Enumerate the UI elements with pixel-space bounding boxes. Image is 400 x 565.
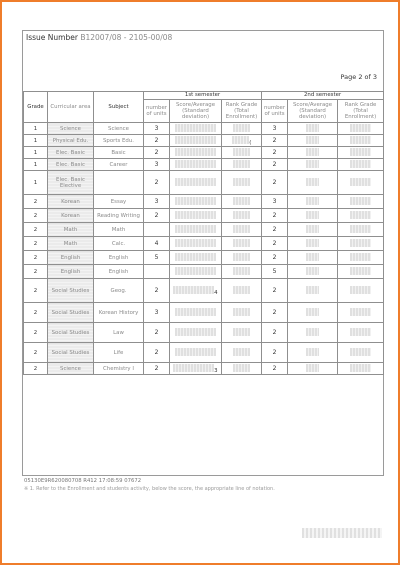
- subject-cell: Geog.: [94, 279, 144, 303]
- grade-cell: 2: [24, 343, 48, 363]
- grade-cell: 2: [24, 251, 48, 265]
- subject-cell: Career: [94, 159, 144, 171]
- redacted-value: [233, 197, 251, 205]
- header-units-1: number of units: [144, 100, 170, 123]
- units-2-cell: 2: [262, 135, 288, 147]
- redacted-value: [175, 178, 216, 186]
- area-cell: Math: [48, 237, 94, 251]
- units-1-cell: 3: [144, 303, 170, 323]
- redacted-value: [306, 253, 318, 261]
- area-cell: Elec. Basic: [48, 147, 94, 159]
- table-row: [24, 303, 384, 323]
- grade-cell: 1: [24, 147, 48, 159]
- units-1-cell: 3: [144, 123, 170, 135]
- issue-value: B12007/08 - 2105-00/08: [80, 33, 173, 42]
- table-row: [24, 171, 384, 195]
- table-row: [24, 223, 384, 237]
- units-1-cell: 5: [144, 251, 170, 265]
- header-rank-1: Rank Grade (Total Enrollment): [222, 100, 262, 123]
- redacted-value: [350, 178, 370, 186]
- rank-1-cell: [222, 363, 262, 375]
- units-1-cell: 2: [144, 147, 170, 159]
- rank-1-cell: [222, 265, 262, 279]
- units-2-cell: 2: [262, 147, 288, 159]
- score-1-cell: [170, 237, 222, 251]
- redacted-value: [233, 178, 251, 186]
- footer-note: ※ 1. Refer to the Enrollment and students activity, below the score, the appropriate line of notation.: [24, 486, 275, 492]
- rank-1-cell: [222, 279, 262, 303]
- redacted-value: [350, 348, 370, 356]
- score-2-cell: [288, 171, 338, 195]
- redacted-value: [175, 239, 216, 247]
- rank-2-cell: [338, 363, 384, 375]
- grade-cell: 1: [24, 159, 48, 171]
- rank-1-cell: [222, 135, 262, 147]
- units-1-cell: 4: [144, 237, 170, 251]
- units-2-cell: 2: [262, 343, 288, 363]
- grade-cell: 2: [24, 265, 48, 279]
- rank-1-cell: [222, 323, 262, 343]
- rank-2-cell: [338, 171, 384, 195]
- redacted-value: [350, 253, 370, 261]
- redacted-value: [175, 267, 216, 275]
- score-2-cell: [288, 279, 338, 303]
- units-2-cell: 2: [262, 209, 288, 223]
- redacted-value: [175, 197, 216, 205]
- redacted-value: [306, 160, 318, 168]
- redacted-value: [175, 328, 216, 336]
- units-2-cell: 2: [262, 363, 288, 375]
- header-semester-1: 1st semester: [144, 92, 262, 100]
- redacted-value: [233, 148, 251, 156]
- redacted-value: [350, 225, 370, 233]
- table-row: [24, 209, 384, 223]
- table-row: [24, 323, 384, 343]
- table-row: [24, 159, 384, 171]
- score-2-cell: [288, 343, 338, 363]
- redacted-value: [306, 267, 318, 275]
- rank-1-cell: [222, 195, 262, 209]
- redacted-value: [175, 308, 216, 316]
- redacted-value: [306, 364, 318, 372]
- redacted-value: [350, 267, 370, 275]
- redacted-value: [350, 160, 370, 168]
- score-2-cell: [288, 123, 338, 135]
- transcript-page: [22, 30, 384, 476]
- units-2-cell: 3: [262, 195, 288, 209]
- units-1-cell: 2: [144, 363, 170, 375]
- redacted-value: [306, 178, 318, 186]
- table-row: [24, 147, 384, 159]
- score-1-cell: [170, 323, 222, 343]
- subject-cell: English: [94, 265, 144, 279]
- score-1-cell: [170, 223, 222, 237]
- redacted-value: [175, 136, 216, 144]
- subject-cell: Essay: [94, 195, 144, 209]
- redacted-value: [232, 136, 250, 144]
- units-1-cell: [144, 265, 170, 279]
- issue-label: Issue Number: [26, 33, 78, 42]
- area-cell: English: [48, 265, 94, 279]
- header-units-2: number of units: [262, 100, 288, 123]
- table-row: [24, 251, 384, 265]
- rank-2-cell: [338, 159, 384, 171]
- score-2-cell: [288, 265, 338, 279]
- rank-2-cell: [338, 147, 384, 159]
- redacted-value: [233, 308, 251, 316]
- redacted-value: [175, 160, 216, 168]
- redacted-value: [350, 148, 370, 156]
- issue-number: [26, 33, 172, 42]
- area-cell: Science: [48, 363, 94, 375]
- redacted-value: [233, 225, 251, 233]
- redacted-value: [175, 348, 216, 356]
- score-2-cell: [288, 303, 338, 323]
- rank-2-cell: [338, 209, 384, 223]
- subject-cell: Math: [94, 223, 144, 237]
- rank-2-cell: [338, 303, 384, 323]
- units-2-cell: 2: [262, 303, 288, 323]
- rank-2-cell: [338, 135, 384, 147]
- redacted-value: [173, 364, 214, 372]
- redacted-value: [233, 124, 251, 132]
- header-score-1: Score/Average (Standard deviation): [170, 100, 222, 123]
- area-cell: English: [48, 251, 94, 265]
- area-cell: Social Studies: [48, 279, 94, 303]
- redacted-value: [233, 267, 251, 275]
- subject-cell: English: [94, 251, 144, 265]
- redacted-value: [175, 225, 216, 233]
- score-2-cell: [288, 147, 338, 159]
- rank-1-cell-text: (: [249, 139, 252, 146]
- subject-cell: [94, 171, 144, 195]
- grade-cell: 2: [24, 237, 48, 251]
- grade-cell: 1: [24, 135, 48, 147]
- units-1-cell: 2: [144, 279, 170, 303]
- redacted-value: [350, 136, 370, 144]
- score-1-cell: [170, 251, 222, 265]
- units-2-cell: 2: [262, 323, 288, 343]
- area-cell: Social Studies: [48, 303, 94, 323]
- score-1-cell: [170, 303, 222, 323]
- grade-cell: 2: [24, 363, 48, 375]
- header-area: Curricular area: [48, 92, 94, 123]
- grade-table: [23, 91, 384, 375]
- units-1-cell: 3: [144, 195, 170, 209]
- redacted-value: [306, 328, 318, 336]
- area-cell: Elec. Basic Elective: [48, 171, 94, 195]
- area-cell: Physical Edu.: [48, 135, 94, 147]
- rank-1-cell: [222, 223, 262, 237]
- footer-code: 05130E9R620080708 R412 17:08:59 07672: [24, 478, 142, 484]
- redacted-value: [173, 286, 214, 294]
- units-2-cell: 5: [262, 265, 288, 279]
- score-2-cell: [288, 323, 338, 343]
- redacted-value: [306, 211, 318, 219]
- page-indicator: Page 2 of 3: [340, 73, 377, 81]
- score-2-cell: [288, 159, 338, 171]
- grade-cell: 2: [24, 209, 48, 223]
- header-grade: Grade: [24, 92, 48, 123]
- units-1-cell: 2: [144, 209, 170, 223]
- rank-2-cell: [338, 323, 384, 343]
- redacted-value: [306, 286, 318, 294]
- redacted-value: [350, 211, 370, 219]
- redacted-value: [175, 124, 216, 132]
- redacted-value: [306, 348, 318, 356]
- grade-cell: 2: [24, 279, 48, 303]
- rank-2-cell: [338, 195, 384, 209]
- score-2-cell: [288, 209, 338, 223]
- redacted-value: [350, 197, 370, 205]
- redacted-value: [233, 253, 251, 261]
- subject-cell: Life: [94, 343, 144, 363]
- rank-2-cell: [338, 251, 384, 265]
- rank-2-cell: [338, 223, 384, 237]
- table-row: [24, 265, 384, 279]
- table-row: [24, 195, 384, 209]
- rank-1-cell: [222, 159, 262, 171]
- redacted-value: [233, 211, 251, 219]
- redacted-value: [233, 348, 251, 356]
- units-2-cell: 2: [262, 251, 288, 265]
- redacted-value: [175, 211, 216, 219]
- units-2-cell: 2: [262, 159, 288, 171]
- units-2-cell: 2: [262, 237, 288, 251]
- table-row: [24, 123, 384, 135]
- score-1-cell: [170, 195, 222, 209]
- rank-1-cell: [222, 171, 262, 195]
- header-subject: Subject: [94, 92, 144, 123]
- subject-cell: Science: [94, 123, 144, 135]
- header-rank-2: Rank Grade (Total Enrollment): [338, 100, 384, 123]
- table-row: [24, 279, 384, 303]
- area-cell: Korean: [48, 195, 94, 209]
- score-1-cell: [170, 265, 222, 279]
- score-1-cell: [170, 147, 222, 159]
- units-2-cell: 2: [262, 223, 288, 237]
- units-1-cell: 2: [144, 343, 170, 363]
- score-2-cell: [288, 237, 338, 251]
- rank-1-cell: [222, 237, 262, 251]
- score-1-cell: [170, 209, 222, 223]
- redacted-value: [306, 308, 318, 316]
- area-cell: Social Studies: [48, 323, 94, 343]
- rank-2-cell: [338, 265, 384, 279]
- score-1-cell: [170, 363, 222, 375]
- score-1-cell: [170, 343, 222, 363]
- table-row: [24, 135, 384, 147]
- rank-1-cell: [222, 251, 262, 265]
- table-row: [24, 363, 384, 375]
- score-2-cell: [288, 251, 338, 265]
- redacted-value: [233, 286, 251, 294]
- score-2-cell: [288, 195, 338, 209]
- redacted-value: [306, 136, 318, 144]
- redacted-value: [175, 148, 216, 156]
- rank-1-cell: [222, 209, 262, 223]
- area-cell: Math: [48, 223, 94, 237]
- subject-cell: Korean History: [94, 303, 144, 323]
- rank-1-cell: [222, 343, 262, 363]
- score-1-cell: [170, 123, 222, 135]
- redacted-value: [233, 160, 251, 168]
- score-1-cell: [170, 279, 222, 303]
- units-1-cell: 2: [144, 135, 170, 147]
- table-row: [24, 237, 384, 251]
- redacted-value: [306, 148, 318, 156]
- units-1-cell: 3: [144, 159, 170, 171]
- units-1-cell: 2: [144, 323, 170, 343]
- score-2-cell: [288, 135, 338, 147]
- redacted-value: [233, 239, 251, 247]
- score-1-cell: [170, 159, 222, 171]
- rank-2-cell: [338, 237, 384, 251]
- redacted-value: [306, 197, 318, 205]
- grade-cell: 2: [24, 223, 48, 237]
- score-2-cell: [288, 223, 338, 237]
- header-semester-2: 2nd semester: [262, 92, 384, 100]
- area-cell: Science: [48, 123, 94, 135]
- rank-2-cell: [338, 279, 384, 303]
- redacted-value: [233, 328, 251, 336]
- rank-1-cell: [222, 123, 262, 135]
- area-cell: Elec. Basic: [48, 159, 94, 171]
- redacted-value: [233, 364, 251, 372]
- score-1-cell-text: 3: [214, 367, 218, 374]
- table-row: [24, 343, 384, 363]
- area-cell: Social Studies: [48, 343, 94, 363]
- units-1-cell: [144, 223, 170, 237]
- redacted-value: [350, 364, 370, 372]
- redacted-value: [350, 124, 370, 132]
- redacted-value: [175, 253, 216, 261]
- rank-2-cell: [338, 123, 384, 135]
- subject-cell: Reading Writing: [94, 209, 144, 223]
- header-score-2: Score/Average (Standard deviation): [288, 100, 338, 123]
- score-2-cell: [288, 363, 338, 375]
- rank-2-cell: [338, 343, 384, 363]
- rank-1-cell: [222, 147, 262, 159]
- grade-cell: 1: [24, 123, 48, 135]
- grade-cell: 2: [24, 323, 48, 343]
- redacted-value: [350, 286, 370, 294]
- area-cell: Korean: [48, 209, 94, 223]
- grade-cell: 2: [24, 303, 48, 323]
- grade-table-body: [24, 123, 384, 375]
- redacted-value: [350, 239, 370, 247]
- redacted-value: [350, 328, 370, 336]
- score-1-cell: [170, 171, 222, 195]
- score-1-cell-text: 4: [214, 289, 218, 296]
- units-2-cell: 3: [262, 123, 288, 135]
- units-1-cell: 2: [144, 171, 170, 195]
- issuer-stamp: [302, 528, 382, 538]
- grade-cell: 2: [24, 195, 48, 209]
- subject-cell: Basic: [94, 147, 144, 159]
- subject-cell: Calc.: [94, 237, 144, 251]
- redacted-value: [306, 225, 318, 233]
- redacted-value: [306, 239, 318, 247]
- subject-cell: Chemistry I: [94, 363, 144, 375]
- redacted-value: [350, 308, 370, 316]
- redacted-value: [306, 124, 318, 132]
- units-2-cell: 2: [262, 279, 288, 303]
- units-2-cell: 2: [262, 171, 288, 195]
- subject-cell: Law: [94, 323, 144, 343]
- rank-1-cell: [222, 303, 262, 323]
- subject-cell: Sports Edu.: [94, 135, 144, 147]
- score-1-cell: [170, 135, 222, 147]
- grade-cell: 1: [24, 171, 48, 195]
